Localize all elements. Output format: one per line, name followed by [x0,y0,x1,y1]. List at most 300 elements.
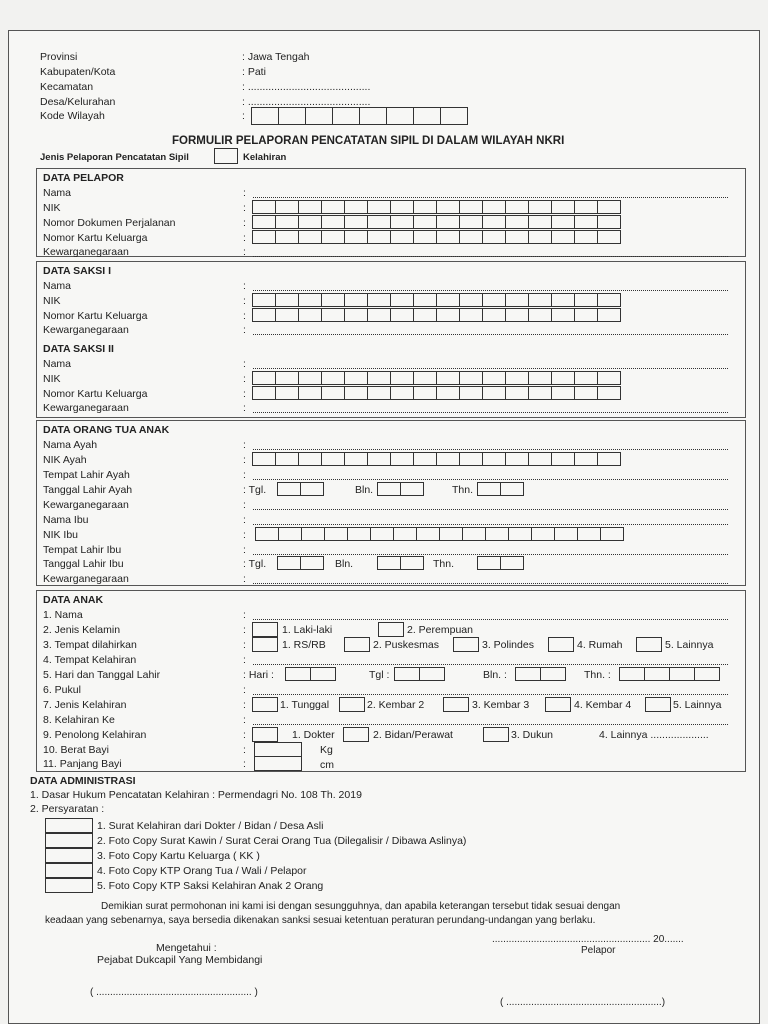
kembar2-checkbox[interactable] [339,697,365,712]
digit-box[interactable] [482,230,506,244]
digit-box[interactable] [482,386,506,400]
section-heading: DATA PELAPOR [43,172,124,184]
unit-label: Kg [320,744,333,756]
tempat-lahir-ayah-input[interactable] [253,470,728,480]
digit-box[interactable] [321,452,345,466]
digit-box[interactable] [275,452,299,466]
digit-box[interactable] [482,200,506,214]
digit-box[interactable] [344,230,368,244]
field-label: 2. Jenis Kelamin [43,624,121,636]
jenis-pelaporan-checkbox[interactable] [214,148,238,164]
kewarganegaraan-ayah-input[interactable] [253,500,728,510]
digit-box[interactable] [505,386,529,400]
admin-heading: DATA ADMINISTRASI [30,775,136,787]
berat-bayi-input[interactable] [254,742,302,757]
digit-box[interactable] [574,386,598,400]
digit-box[interactable] [528,230,552,244]
digit-box[interactable] [390,371,414,385]
digit-box[interactable] [413,215,437,229]
kembar3-checkbox[interactable] [443,697,469,712]
field-label: Nomor Kartu Keluarga [43,388,148,400]
digit-box[interactable] [275,215,299,229]
lainnya-checkbox[interactable] [636,637,662,652]
kabupaten-label: Kabupaten/Kota [40,66,116,78]
tgl-ayah-boxes[interactable] [277,482,323,496]
digit-box[interactable] [413,308,437,322]
nama-ibu-input[interactable] [253,515,728,525]
kewarganegaraan-input[interactable] [253,325,728,335]
req-item: 3. Foto Copy Kartu Keluarga ( KK ) [97,850,260,862]
digit-box[interactable] [252,215,276,229]
kewarganegaraan-input[interactable] [253,247,728,257]
field-label: Kewarganegaraan [43,402,129,414]
digit-box[interactable] [344,293,368,307]
digit-box[interactable] [482,371,506,385]
section-orang-tua: DATA ORANG TUA ANAK Nama Ayah : NIK Ayah : Tempat Lahir Ayah : Tanggal Lahir Ayah : Tgl. Bln. Thn. Kewarganegaraan : Nama Ibu : NIK Ibu : Tempat Lahir Ibu : Tanggal Lahir Ibu : Tgl. Bln. Thn. Kewarganegaraan : [36,420,746,586]
field-label: 6. Pukul [43,684,81,696]
digit-box[interactable] [252,371,276,385]
digit-box[interactable] [321,386,345,400]
digit-box[interactable] [482,452,506,466]
bln-anak-boxes[interactable] [515,667,565,681]
hari-label: : Hari : [243,669,274,681]
digit-box[interactable] [252,452,276,466]
thn-label: Thn. [433,558,455,570]
field-label: 5. Hari dan Tanggal Lahir [43,669,161,681]
digit-box[interactable] [413,230,437,244]
digit-box[interactable] [436,215,460,229]
digit-box[interactable] [459,230,483,244]
option-label: 4. Lainnya .................... [599,729,709,741]
digit-box[interactable] [459,452,483,466]
digit-box[interactable] [574,200,598,214]
digit-box[interactable] [321,293,345,307]
nama-input[interactable] [253,359,728,369]
field-label: 10. Berat Bayi [43,744,109,756]
digit-box[interactable] [551,452,575,466]
digit-box[interactable] [413,293,437,307]
digit-box[interactable] [462,527,486,541]
digit-box[interactable] [301,527,325,541]
bidan-checkbox[interactable] [343,727,369,742]
digit-box[interactable] [505,452,529,466]
digit-box[interactable] [347,527,371,541]
digit-box[interactable] [459,386,483,400]
digit-box[interactable] [551,371,575,385]
tgl-label: Tgl : [369,669,390,681]
bln-label: Bln. [355,484,374,496]
persyaratan-label: 2. Persyaratan : [30,803,105,815]
req-checkbox-4[interactable] [45,863,93,878]
nik-boxes[interactable] [252,200,620,214]
digit-box[interactable] [459,215,483,229]
digit-box[interactable] [321,215,345,229]
digit-box[interactable] [597,293,621,307]
thn-label: Thn. [452,484,474,496]
field-label: Nama [43,280,72,292]
digit-box[interactable] [597,200,621,214]
statement-line-1: Demikian surat permohonan ini kami isi dengan sesungguhnya, dan apabila keterangan tersebut tidak sesuai dengan [101,901,621,912]
digit-box[interactable] [321,371,345,385]
digit-box[interactable] [344,371,368,385]
field-label: 8. Kelahiran Ke [43,714,115,726]
digit-box[interactable] [298,386,322,400]
digit-box[interactable] [367,452,391,466]
nik-ayah-boxes[interactable] [252,452,620,466]
digit-box[interactable] [367,308,391,322]
digit-box[interactable] [459,293,483,307]
option-label: 1. Dokter [292,729,335,741]
digit-box[interactable] [367,230,391,244]
digit-box[interactable] [505,230,529,244]
req-checkbox-1[interactable] [45,818,93,833]
field-label: 11. Panjang Bayi [43,758,122,770]
digit-box[interactable] [597,230,621,244]
digit-box[interactable] [393,527,417,541]
digit-box[interactable] [275,371,299,385]
req-item: 2. Foto Copy Surat Kawin / Surat Cerai Orang Tua (Dilegalisir / Dibawa Aslinya) [97,835,467,847]
digit-box[interactable] [551,230,575,244]
bln-ayah-boxes[interactable] [377,482,423,496]
digit-box[interactable] [597,386,621,400]
kabupaten-value: : Pati [242,66,266,78]
thn-ibu-boxes[interactable] [477,556,523,570]
digit-box[interactable] [275,308,299,322]
digit-box[interactable] [597,215,621,229]
digit-box[interactable] [508,527,532,541]
kecamatan-value[interactable]: : .......................................... [242,81,371,93]
digit-box[interactable] [367,200,391,214]
digit-box[interactable] [367,386,391,400]
digit-box[interactable] [597,452,621,466]
digit-box[interactable] [413,371,437,385]
bln-label: Bln. : [483,669,507,681]
req-item: 4. Foto Copy KTP Orang Tua / Wali / Pelapor [97,865,307,877]
bln-label: Bln. [335,558,354,570]
digit-box[interactable] [459,200,483,214]
unit-label: cm [320,759,334,771]
digit-box[interactable] [505,293,529,307]
field-label: Nama Ayah [43,439,98,451]
digit-box[interactable] [416,527,440,541]
digit-box[interactable] [321,308,345,322]
field-label: Nomor Kartu Keluarga [43,310,148,322]
digit-box[interactable] [436,386,460,400]
digit-box[interactable] [482,215,506,229]
form-title: FORMULIR PELAPORAN PENCATATAN SIPIL DI DALAM WILAYAH NKRI [172,135,565,147]
field-label: 3. Tempat dilahirkan [43,639,137,651]
nik-boxes[interactable] [252,371,620,385]
option-label: 5. Lainnya [665,639,714,651]
digit-box[interactable] [367,371,391,385]
desa-label: Desa/Kelurahan [40,96,116,108]
digit-box[interactable] [298,230,322,244]
digit-box[interactable] [436,230,460,244]
digit-box[interactable] [574,452,598,466]
digit-box[interactable] [551,215,575,229]
req-checkbox-5[interactable] [45,878,93,893]
tgl-label: : Tgl. [243,484,267,496]
digit-box[interactable] [370,527,394,541]
digit-box[interactable] [574,308,598,322]
digit-box[interactable] [528,452,552,466]
option-label: 5. Lainnya [673,699,722,711]
option-label: 2. Perempuan [407,624,473,636]
section-heading: DATA SAKSI II [43,343,114,355]
digit-box[interactable] [255,527,279,541]
digit-box[interactable] [390,215,414,229]
digit-box[interactable] [574,230,598,244]
digit-box[interactable] [436,293,460,307]
digit-box[interactable] [577,527,601,541]
rsrb-checkbox[interactable] [252,637,278,652]
pelapor-label: Pelapor [581,945,616,956]
nama-input[interactable] [253,281,728,291]
digit-box[interactable] [574,215,598,229]
colon: : [242,110,245,122]
digit-box[interactable] [505,371,529,385]
digit-box[interactable] [390,200,414,214]
digit-box[interactable] [321,200,345,214]
dokumen-boxes[interactable] [252,215,620,229]
kelahiran-ke-input[interactable] [253,715,728,725]
digit-box[interactable] [459,371,483,385]
option-label: 4. Rumah [577,639,623,651]
rumah-checkbox[interactable] [548,637,574,652]
desa-value[interactable]: : .......................................... [242,96,371,108]
digit-box[interactable] [528,308,552,322]
digit-box[interactable] [482,308,506,322]
digit-box[interactable] [505,308,529,322]
option-label: 3. Polindes [482,639,534,651]
option-label: 3. Kembar 3 [472,699,530,711]
digit-box[interactable] [390,452,414,466]
provinsi-value: : Jawa Tengah [242,51,310,63]
option-label: 2. Kembar 2 [367,699,425,711]
digit-box[interactable] [344,215,368,229]
form-page [8,30,760,1024]
option-label: 2. Bidan/Perawat [373,729,453,741]
req-checkbox-2[interactable] [45,833,93,848]
digit-box[interactable] [275,230,299,244]
dukun-checkbox[interactable] [483,727,509,742]
digit-box[interactable] [436,308,460,322]
section-heading: DATA ORANG TUA ANAK [43,424,170,436]
field-label: Tanggal Lahir Ayah [43,484,133,496]
tempat-lahir-ibu-input[interactable] [253,545,728,555]
digit-box[interactable] [597,371,621,385]
digit-box[interactable] [298,308,322,322]
digit-box[interactable] [252,293,276,307]
pejabat-signature-line[interactable]: ( ........................................................ ) [90,987,258,998]
digit-box[interactable] [390,293,414,307]
mengetahui-label: Mengetahui : [156,942,217,954]
digit-box[interactable] [505,215,529,229]
digit-box[interactable] [528,215,552,229]
field-label: Kewarganegaraan [43,246,129,258]
section-heading: DATA ANAK [43,594,104,606]
digit-box[interactable] [321,230,345,244]
tempat-kelahiran-input[interactable] [253,655,728,665]
nik-ibu-boxes[interactable] [255,527,623,541]
digit-box[interactable] [275,386,299,400]
tunggal-checkbox[interactable] [252,697,278,712]
digit-box[interactable] [344,452,368,466]
kewarganegaraan-input[interactable] [253,403,728,413]
pejabat-label: Pejabat Dukcapil Yang Membidangi [97,954,263,966]
laki-laki-checkbox[interactable] [252,622,278,637]
kode-wilayah-boxes[interactable] [251,107,467,125]
digit-box[interactable] [436,452,460,466]
nama-anak-input[interactable] [253,610,728,620]
digit-box[interactable] [298,452,322,466]
field-label: NIK [43,202,61,214]
field-label: Nomor Kartu Keluarga [43,232,148,244]
dokter-checkbox[interactable] [252,727,278,742]
kk-boxes[interactable] [252,308,620,322]
thn-label: Thn. : [584,669,611,681]
digit-box[interactable] [390,308,414,322]
field-label: Nama Ibu [43,514,89,526]
digit-box[interactable] [413,386,437,400]
digit-box[interactable] [252,230,276,244]
puskesmas-checkbox[interactable] [344,637,370,652]
field-label: NIK [43,373,61,385]
section-heading: DATA SAKSI I [43,265,112,277]
digit-box[interactable] [390,230,414,244]
digit-box[interactable] [252,386,276,400]
hari-boxes[interactable] [285,667,335,681]
kk-boxes[interactable] [252,230,620,244]
field-label: Nama [43,358,72,370]
section-saksi: DATA SAKSI I Nama : NIK : Nomor Kartu Keluarga : Kewarganegaraan : DATA SAKSI II Nama : NIK : Nomor Kartu Keluarga : Kewarganegaraan : [36,261,746,418]
digit-box[interactable] [554,527,578,541]
digit-box[interactable] [551,386,575,400]
digit-box[interactable] [367,293,391,307]
digit-box[interactable] [413,200,437,214]
digit-box[interactable] [275,200,299,214]
req-checkbox-3[interactable] [45,848,93,863]
thn-anak-boxes[interactable] [619,667,719,681]
digit-box[interactable] [439,527,463,541]
section-pelapor: DATA PELAPOR Nama : NIK : Nomor Dokumen Perjalanan : Nomor Kartu Keluarga : Kewarganegaraan : [36,168,746,257]
field-label: NIK Ibu [43,529,79,541]
field-label: Kewarganegaraan [43,324,129,336]
nik-boxes[interactable] [252,293,620,307]
field-label: Nomor Dokumen Perjalanan [43,217,176,229]
digit-box[interactable] [485,527,509,541]
digit-box[interactable] [574,371,598,385]
digit-box[interactable] [600,527,624,541]
statement-line-2: keadaan yang sebenarnya, saya bersedia dikenakan sanksi sesuai ketentuan peraturan perundang-undangan yang berlaku. [45,915,596,926]
nama-input[interactable] [253,188,728,198]
field-label: 7. Jenis Kelahiran [43,699,127,711]
digit-box[interactable] [413,452,437,466]
digit-box[interactable] [531,527,555,541]
field-label: Nama [43,187,72,199]
digit-box[interactable] [436,200,460,214]
digit-box[interactable] [528,371,552,385]
field-label: Tanggal Lahir Ibu [43,558,124,570]
provinsi-label: Provinsi [40,51,78,63]
digit-box[interactable] [482,293,506,307]
digit-box[interactable] [505,200,529,214]
jenis-pelaporan-label: Jenis Pelaporan Pencatatan Sipil [40,152,189,163]
digit-box[interactable] [597,308,621,322]
option-label: 1. Laki-laki [282,624,333,636]
bln-ibu-boxes[interactable] [377,556,423,570]
field-label: 1. Nama [43,609,83,621]
kk-boxes[interactable] [252,386,620,400]
kembar4-checkbox[interactable] [545,697,571,712]
field-label: 9. Penolong Kelahiran [43,729,147,741]
digit-box[interactable] [574,293,598,307]
dasar-hukum: 1. Dasar Hukum Pencatatan Kelahiran : Permendagri No. 108 Th. 2019 [30,789,362,801]
digit-box[interactable] [344,200,368,214]
digit-box[interactable] [551,293,575,307]
thn-ayah-boxes[interactable] [477,482,523,496]
polindes-checkbox[interactable] [453,637,479,652]
tgl-ibu-boxes[interactable] [277,556,323,570]
digit-box[interactable] [528,200,552,214]
pukul-input[interactable] [253,685,728,695]
digit-box[interactable] [252,308,276,322]
req-item: 5. Foto Copy KTP Saksi Kelahiran Anak 2 Orang [97,880,324,892]
option-label: 1. Tunggal [280,699,330,711]
perempuan-checkbox[interactable] [378,622,404,637]
pelapor-signature-line[interactable]: ( ........................................................) [500,997,666,1008]
section-anak: DATA ANAK 1. Nama 2. Jenis Kelamin 3. Tempat dilahirkan 4. Tempat Kelahiran 5. Hari dan Tanggal Lahir 6. Pukul 7. Jenis Kelahiran 8. Kelahiran Ke 9. Penolong Kelahiran 10. Berat Bayi 11. Panjang Bayi : : 1. Laki-laki 2. Perempuan : 1. RS/RB 2. Puskesmas 3. Polindes 4. Rumah 5. Lainnya : : Hari : Tgl : Bln. : Thn. : : : 1. Tunggal 2. Kembar 2 3. Kembar 3 4. Kembar 4 5. Lainnya : : 1. Dokter 2. Bidan/Perawat 3. Dukun 4. Lainnya .................... : Kg : cm [36,590,746,772]
kewarganegaraan-ibu-input[interactable] [253,574,728,584]
digit-box[interactable] [551,308,575,322]
digit-box[interactable] [367,215,391,229]
field-label: 4. Tempat Kelahiran [43,654,137,666]
nama-ayah-input[interactable] [253,440,728,450]
field-label: Tempat Lahir Ayah [43,469,130,481]
field-label: Tempat Lahir Ibu [43,544,122,556]
digit-box[interactable] [324,527,348,541]
digit-box[interactable] [298,293,322,307]
tgl-label: : Tgl. [243,558,267,570]
digit-box[interactable] [551,200,575,214]
option-label: 3. Dukun [511,729,554,741]
digit-box[interactable] [436,371,460,385]
digit-box[interactable] [298,371,322,385]
jenis-pelaporan-value: Kelahiran [243,152,287,163]
digit-box[interactable] [528,386,552,400]
digit-box[interactable] [298,215,322,229]
panjang-bayi-input[interactable] [254,756,302,771]
digit-box[interactable] [390,386,414,400]
field-label: Kewarganegaraan [43,573,129,585]
date-line[interactable]: ......................................................... 20....... [492,934,684,945]
digit-box[interactable] [278,527,302,541]
digit-box[interactable] [275,293,299,307]
field-label: NIK Ayah [43,454,87,466]
field-label: NIK [43,295,61,307]
digit-box[interactable] [344,386,368,400]
tgl-anak-boxes[interactable] [394,667,444,681]
option-label: 1. RS/RB [282,639,326,651]
digit-box[interactable] [459,308,483,322]
digit-box[interactable] [298,200,322,214]
digit-box[interactable] [344,308,368,322]
option-label: 4. Kembar 4 [574,699,632,711]
option-label: 2. Puskesmas [373,639,439,651]
lainnya-kelahiran-checkbox[interactable] [645,697,671,712]
digit-box[interactable] [252,200,276,214]
digit-box[interactable] [528,293,552,307]
